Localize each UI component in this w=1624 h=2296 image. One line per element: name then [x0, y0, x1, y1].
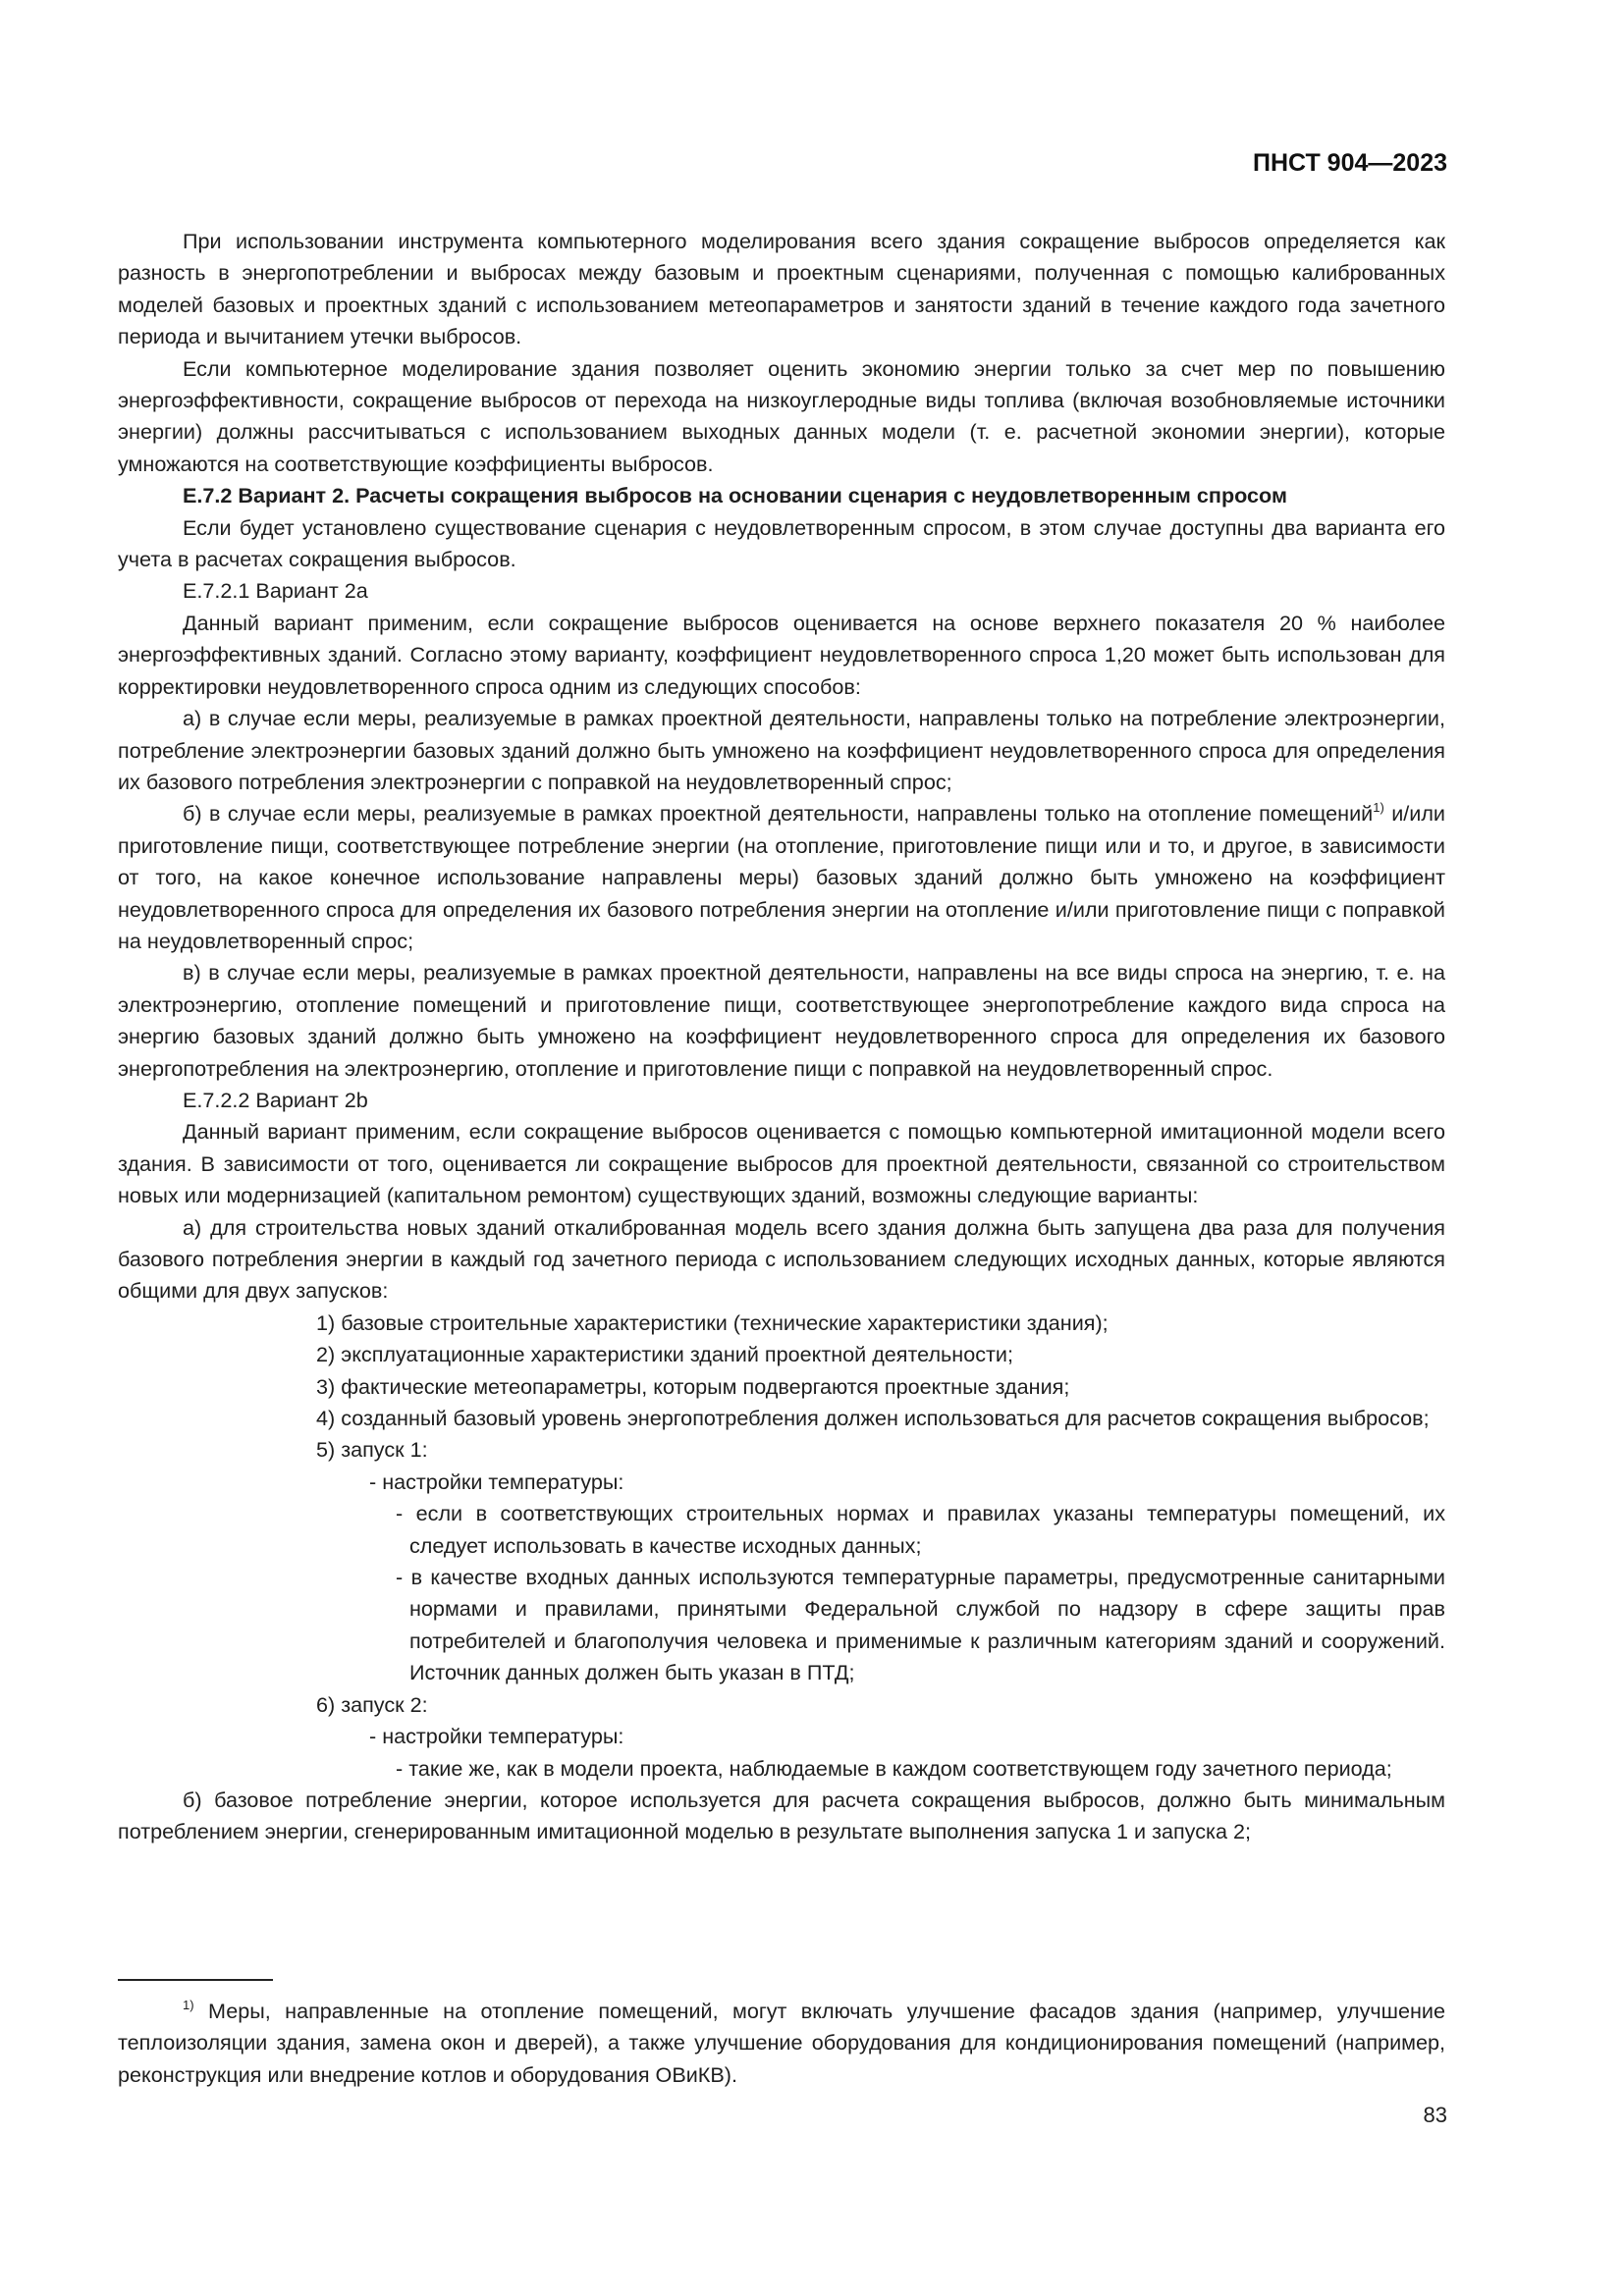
paragraph: Если будет установлено существование сценария с неудовлетворенным спросом, в этом случае доступны два варианта его учета в расчетах сокращения выбросов.: [118, 514, 1445, 572]
list-item: а) в случае если меры, реализуемые в рамках проектной деятельности, направлены только на потребление электроэнергии, потребление электроэнергии базовых зданий должно быть умножено на коэффициент неудовлетворенного спроса для определения их базового потребления электроэнергии с поправкой на неудовлетворенный спрос;: [118, 706, 1445, 794]
numbered-item: 6) запуск 2:: [316, 1691, 428, 1717]
list-item: в) в случае если меры, реализуемые в рамках проектной деятельности, направлены на все виды спроса на энергию, т. е. на электроэнергию, отопление помещений и приготовление пищи, соответствующее энергопотребление каждого вида спроса на энергию базовых зданий должно быть умножено на коэффициент неудовлетворенного спроса для определения их базового энергопотребления на электроэнергию, отопление и приготовление пищи с поправкой на неудовлетворенный спрос.: [118, 960, 1445, 1081]
footnote-divider: [118, 1979, 273, 1981]
dash-item: - настройки температуры:: [369, 1468, 624, 1494]
numbered-item: 2) эксплуатационные характеристики зданий проектной деятельности;: [316, 1342, 1013, 1367]
page-number: 83: [1423, 2103, 1447, 2127]
numbered-item: 3) фактические метеопараметры, которым подвергаются проектные здания;: [316, 1373, 1070, 1399]
footnote-text: Меры, направленные на отопление помещений, могут включать улучшение фасадов здания (например, улучшение теплоизоляции здания, замена окон и дверей), а также улучшение оборудования для кондиционирования помещений (например, реконструкция или внедрение котлов и оборудования ОВиКВ).: [118, 1999, 1445, 2087]
paragraph: Если компьютерное моделирование здания позволяет оценить экономию энергии только за счет мер по повышению энергоэффективности, сокращение выбросов от перехода на низкоуглеродные виды топлива (включая возобновляемые источники энергии) должны рассчитываться с использованием выходных данных модели (т. е. расчетной экономии энергии), которые умножаются на соответствующие коэффициенты выбросов.: [118, 355, 1445, 476]
dash-subitem: - такие же, как в модели проекта, наблюдаемые в каждом соответствующем году зачетного периода;: [396, 1755, 1392, 1781]
footnote-marker: 1): [183, 1998, 194, 2012]
list-item-text: б) в случае если меры, реализуемые в рамках проектной деятельности, направлены только на отопление помещений: [183, 801, 1374, 827]
dash-subitem: - если в соответствующих строительных нормах и правилах указаны температуры помещений, их следует использовать в качестве исходных данных;: [396, 1501, 1445, 1558]
dash-item: - настройки температуры:: [369, 1724, 624, 1749]
paragraph: При использовании инструмента компьютерного моделирования всего здания сокращение выбросов определяется как разность в энергопотреблении и выбросах между базовым и проектным сценариями, полученная с помощью калиброванных моделей базовых и проектных зданий с использованием метеопараметров и занятости зданий в течение каждого года зачетного периода и вычитанием утечки выбросов.: [118, 229, 1445, 349]
numbered-item: 4) созданный базовый уровень энергопотребления должен использоваться для расчетов сокращения выбросов;: [316, 1406, 1430, 1431]
footnote-reference[interactable]: 1): [1373, 800, 1384, 816]
body-text: [118, 226, 1445, 1848]
dash-subitem: - в качестве входных данных используются температурные параметры, предусмотренные санитарными нормами и правилами, принятыми Федеральной службой по надзору в сфере защиты прав потребителей и благополучия человека и применимые к различным категориям зданий и сооружений. Источник данных должен быть указан в ПТД;: [396, 1565, 1445, 1685]
subsection-heading: Е.7.2.2 Вариант 2b: [183, 1087, 368, 1112]
list-item-text: и/или приготовление пищи, соответствующее потребление энергии (на отопление, приготовление пищи или и то, и другое, в зависимости от того, на какое конечное использование направлены меры) базовых зданий должно быть умножено на коэффициент неудовлетворенного спроса для определения их базового потребления энергии на отопление и/или приготовление пищи с поправкой на неудовлетворенный спрос;: [118, 801, 1445, 953]
list-item: а) для строительства новых зданий откалиброванная модель всего здания должна быть запущена два раза для получения базового потребления энергии в каждый год зачетного периода с использованием следующих исходных данных, которые являются общими для двух запусков:: [118, 1214, 1445, 1304]
footnote-text-block: [118, 1996, 1445, 2091]
subsection-heading: Е.7.2.1 Вариант 2а: [183, 578, 368, 604]
numbered-item: 5) запуск 1:: [316, 1437, 428, 1463]
list-item: [118, 798, 1445, 957]
numbered-item: 1) базовые строительные характеристики (технические характеристики здания);: [316, 1309, 1109, 1335]
document-code: ПНСТ 904—2023: [1253, 149, 1447, 177]
footnote: [118, 1996, 1445, 2091]
paragraph: Данный вариант применим, если сокращение выбросов оценивается с помощью компьютерной имитационной модели всего здания. В зависимости от того, оценивается ли сокращение выбросов для проектной деятельности, связанной со строительством новых или модернизацией (капитальном ремонтом) существующих зданий, возможны следующие варианты:: [118, 1119, 1445, 1208]
list-item: б) базовое потребление энергии, которое используется для расчета сокращения выбросов, должно быть минимальным потреблением энергии, сгенерированным имитационной моделью в результате выполнения запуска 1 и запуска 2;: [118, 1787, 1445, 1844]
section-heading: Е.7.2 Вариант 2. Расчеты сокращения выбросов на основании сценария с неудовлетворенным спросом: [183, 483, 1287, 508]
paragraph: Данный вариант применим, если сокращение выбросов оценивается на основе верхнего показателя 20 % наиболее энергоэффективных зданий. Согласно этому варианту, коэффициент неудовлетворенного спроса 1,20 может быть использован для корректировки неудовлетворенного спроса одним из следующих способов:: [118, 610, 1445, 699]
